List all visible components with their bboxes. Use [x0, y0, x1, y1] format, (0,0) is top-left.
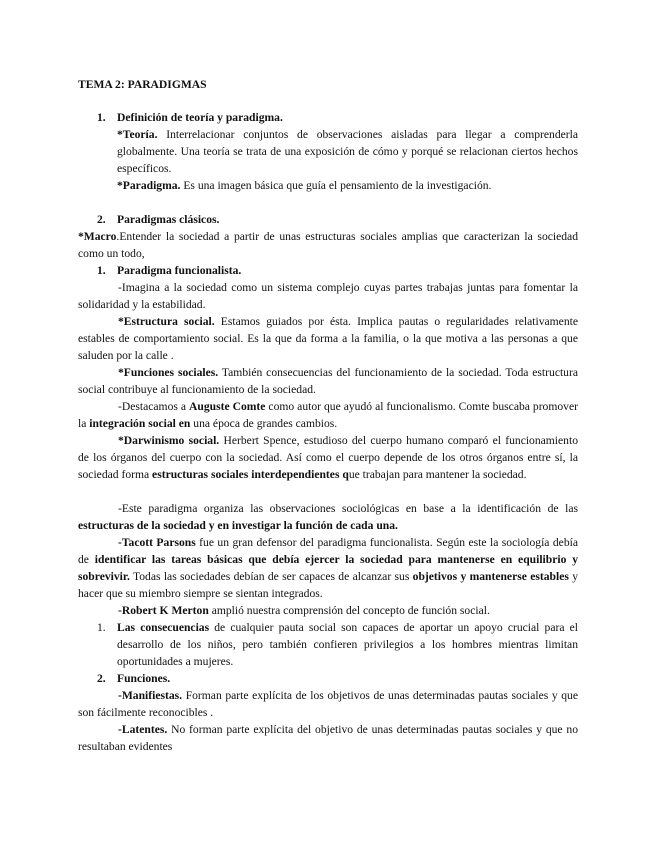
section-2-number: 2.: [97, 213, 106, 226]
document-title: TEMA 2: PARADIGMAS: [78, 78, 207, 91]
teoria-paragraph: [117, 126, 578, 177]
funciones-sociales-text: También consecuencias del funcionamiento de la sociedad. Toda estructura social contribuye al funcionamiento de la sociedad.: [78, 366, 578, 396]
organiza-bold: estructuras de la sociedad y en investigar la función de cada una.: [78, 519, 398, 532]
merton-label: -Robert K Merton: [118, 604, 209, 617]
darwinismo-text-2: ue trabajan para mantener la sociedad.: [348, 468, 527, 481]
paradigma-text: Es una imagen básica que guía el pensamiento de la investigación.: [180, 179, 492, 192]
comte-bold: integración social en: [89, 417, 191, 430]
comte-name: Auguste Comte: [189, 400, 266, 413]
darwinismo-bold: estructuras sociales interdependientes q: [152, 468, 349, 481]
estructura-label: *Estructura social.: [118, 315, 215, 328]
section-2-heading: Paradigmas clásicos.: [117, 213, 220, 226]
comte-post: una época de grandes cambios.: [190, 417, 338, 430]
darwinismo-paragraph: [78, 432, 578, 483]
manifiestas-paragraph: [78, 687, 578, 721]
merton-text: amplió nuestra comprensión del concepto de función social.: [208, 604, 490, 617]
macro-label: *Macro: [78, 230, 117, 243]
latentes-paragraph: [78, 721, 578, 755]
organiza-paragraph: [78, 500, 578, 534]
comte-mid: como autor que ayudó al funcionalismo. Comte buscaba promover la: [78, 400, 578, 430]
estructura-text: Estamos guiados por ésta. Implica pautas o regularidades relativamente estables de comportamiento social. Es la que da forma a la familia, o la que motiva a las personas a que saluden por la calle .: [78, 315, 578, 362]
macro-text: .Entender la sociedad a partir de unas estructuras sociales amplias que caracterizan la sociedad como un todo,: [78, 230, 578, 260]
comte-paragraph: [78, 398, 578, 432]
parsons-paragraph: [78, 534, 578, 602]
merton-paragraph: [78, 602, 578, 619]
teoria-text: Interrelacionar conjuntos de observaciones aisladas para llegar a comprenderla globalmente. Una teoría se trata de una exposición de cómo y porqué se relacionan ciertos hechos específicos.: [117, 128, 578, 175]
estructura-paragraph: [78, 313, 578, 364]
parsons-bold-1: identificar las tareas básicas que debía ejercer la sociedad para mantenerse en equilibrio y sobrevivir.: [78, 553, 579, 583]
consecuencias-label: Las consecuencias: [117, 621, 210, 634]
funcionalista-number: 1.: [97, 264, 106, 277]
section-1-heading: Definición de teoría y paradigma.: [117, 111, 283, 124]
funcionalista-heading: Paradigma funcionalista.: [117, 264, 242, 277]
parsons-text-3: y hacer que su miembro siempre se sientan integrados.: [78, 570, 578, 600]
parsons-text-1: fue un gran defensor del paradigma funcionalista. Según este la sociología debía de: [78, 536, 578, 566]
comte-pre: -Destacamos a: [118, 400, 190, 413]
funciones-number: 2.: [97, 672, 106, 685]
funciones-heading: Funciones.: [117, 672, 171, 685]
latentes-label: -Latentes.: [118, 723, 168, 736]
organiza-text: -Este paradigma organiza las observaciones sociológicas en base a la identificación de las: [118, 502, 578, 515]
teoria-label: *Teoría.: [117, 128, 158, 141]
paradigma-label: *Paradigma.: [117, 179, 181, 192]
darwinismo-text-1: Herbert Spence, estudioso del cuerpo humano comparó el funcionamiento de los órganos del cuerpo con la sociedad. Así como el cuerpo depende de los otros órganos entre sí, la sociedad forma: [78, 434, 578, 481]
parsons-text-2: Todas las sociedades debían de ser capaces de alcanzar sus: [129, 570, 413, 583]
macro-paragraph: [78, 228, 578, 262]
funcionalista-intro: -Imagina a la sociedad como un sistema complejo cuyas partes trabajas juntas para fomentar la solidaridad y la estabilidad.: [78, 281, 578, 311]
funciones-sociales-paragraph: [78, 364, 578, 398]
paradigma-paragraph: [117, 177, 578, 194]
parsons-bold-2: objetivos y mantenerse estables: [412, 570, 569, 583]
consecuencias-text: de cualquier pauta social son capaces de aportar un apoyo crucial para el desarrollo de los niños, pero también confieren privilegios a los hombres mientras limitan oportunidades a mujeres.: [117, 621, 578, 668]
parsons-label: -Tacott Parsons: [118, 536, 196, 549]
section-1-number: 1.: [97, 111, 106, 124]
manifiestas-text: Forman parte explícita de los objetivos de unas determinadas pautas sociales y que son fácilmente reconocibles .: [78, 689, 578, 719]
latentes-text: No forman parte explícita del objetivo de unas determinadas pautas sociales y que no resultaban evidentes: [78, 723, 578, 753]
darwinismo-label: *Darwinismo social.: [118, 434, 220, 447]
consecuencias-number: 1.: [97, 621, 106, 634]
manifiestas-label: -Manifiestas.: [118, 689, 183, 702]
consecuencias-paragraph: [117, 619, 578, 670]
funciones-sociales-label: *Funciones sociales.: [118, 366, 219, 379]
